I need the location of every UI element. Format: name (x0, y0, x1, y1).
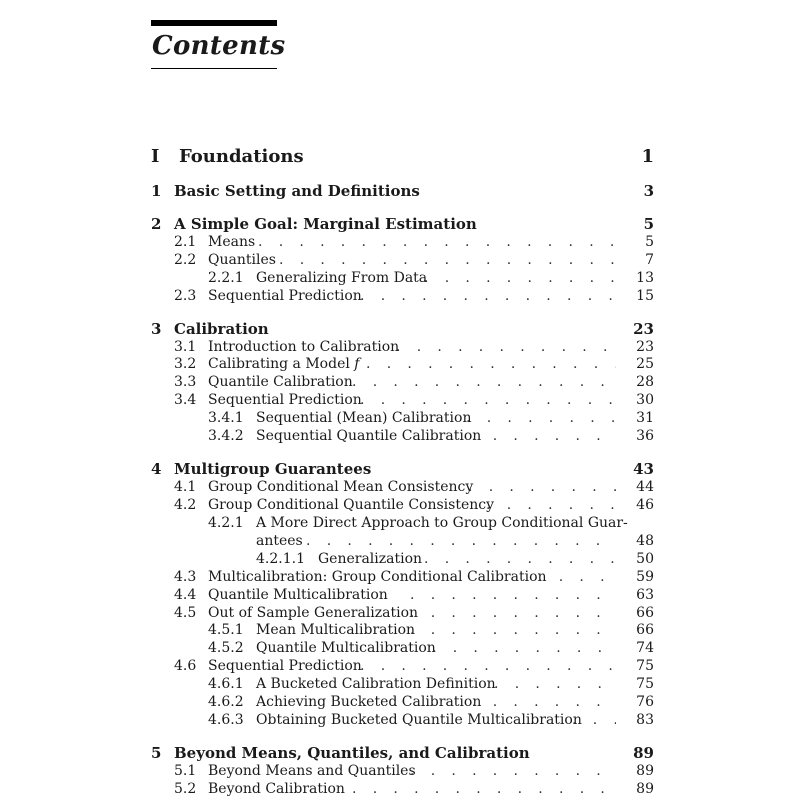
toc-entry-page: 36 (636, 428, 654, 444)
chapter-page: 5 (643, 215, 654, 233)
toc-entry-title: Out of Sample Generalization (208, 605, 419, 621)
leader-dots (472, 428, 616, 444)
toc-entry-page: 66 (636, 605, 654, 621)
leader-dots (410, 587, 616, 603)
leader-dots (472, 694, 616, 710)
toc-entry-page: 31 (636, 410, 654, 426)
chapter-title: Basic Setting and Definitions (174, 182, 420, 200)
part-title: Foundations (179, 146, 304, 167)
leader-dots (360, 392, 616, 408)
leader-dots (410, 605, 616, 621)
toc-entry-page: 75 (636, 658, 654, 674)
toc-entry-title: Introduction to Calibration (208, 339, 400, 355)
chapter-number: 5 (151, 744, 162, 762)
title-top-rule (151, 20, 277, 26)
toc-entry-title: A More Direct Approach to Group Conditional Guar- (256, 515, 628, 531)
chapter-title: Beyond Means, Quantiles, and Calibration (174, 744, 530, 762)
leader-dots (360, 658, 616, 674)
toc-entry-page: 89 (636, 781, 654, 797)
toc-entry-page: 74 (636, 640, 654, 656)
toc-entry-number: 4.5.1 (208, 622, 244, 638)
toc-entry-title-text: Calibrating a Model (208, 356, 350, 372)
toc-entry-title: Generalization (318, 551, 423, 567)
chapter-number: 2 (151, 215, 162, 233)
toc-entry-number: 4.5 (174, 605, 197, 621)
part-number: I (151, 146, 160, 167)
chapter-number: 3 (151, 320, 162, 338)
toc-entry-page: 44 (636, 479, 654, 495)
toc-entry-number: 3.3 (174, 374, 197, 390)
toc-entry-page: 63 (636, 587, 654, 603)
toc-entry-title: A Bucketed Calibration Definition (256, 676, 496, 692)
toc-entry-page: 5 (645, 234, 654, 250)
toc-entry-number: 4.3 (174, 569, 197, 585)
toc-entry-number: 3.1 (174, 339, 197, 355)
part-page: 1 (641, 146, 654, 167)
leader-dots (410, 763, 616, 779)
leader-dots (306, 533, 616, 549)
toc-entry-page: 75 (636, 676, 654, 692)
toc-entry-title: Mean Multicalibration (256, 622, 416, 638)
toc-entry-title: Beyond Means and Quantiles (208, 763, 416, 779)
toc-entry-page: 76 (636, 694, 654, 710)
chapter-title: A Simple Goal: Marginal Estimation (174, 215, 477, 233)
toc-entry-page: 15 (636, 288, 654, 304)
toc-entry-page: 28 (636, 374, 654, 390)
toc-entry-page: 13 (636, 270, 654, 286)
chapter-number: 4 (151, 460, 162, 478)
toc-entry-number: 4.6 (174, 658, 197, 674)
toc-entry-title: Sequential Prediction (208, 288, 362, 304)
toc-entry-title-continued: antees (256, 533, 303, 549)
leader-dots (494, 676, 616, 692)
toc-entry-page: 46 (636, 497, 654, 513)
toc-entry-page: 66 (636, 622, 654, 638)
toc-entry-title: Sequential Quantile Calibration (256, 428, 482, 444)
leader-dots (432, 640, 616, 656)
leader-dots (279, 252, 616, 268)
toc-entry-title: Means (208, 234, 256, 250)
leader-dots (396, 339, 616, 355)
math-symbol: f (354, 356, 360, 372)
leader-dots (352, 781, 616, 797)
toc-entry-title: Quantile Multicalibration (256, 640, 436, 656)
toc-entry-page: 25 (636, 356, 654, 372)
chapter-title: Calibration (174, 320, 269, 338)
toc-entry-number: 3.4.1 (208, 410, 244, 426)
toc-entry-number: 4.4 (174, 587, 197, 603)
toc-entry-title: Group Conditional Mean Consistency (208, 479, 474, 495)
toc-entry-title: Quantile Multicalibration (208, 587, 388, 603)
leader-dots (366, 356, 616, 372)
leader-dots (258, 234, 616, 250)
page-title: Contents (152, 31, 286, 61)
toc-entry-number: 4.5.2 (208, 640, 244, 656)
chapter-number: 1 (151, 182, 162, 200)
toc-entry-number: 2.1 (174, 234, 197, 250)
toc-entry-page: 7 (645, 252, 654, 268)
toc-entry-title: Obtaining Bucketed Quantile Multicalibration (256, 712, 582, 728)
toc-entry-title: Beyond Calibration (208, 781, 345, 797)
toc-entry-number: 4.6.3 (208, 712, 244, 728)
toc-entry-title: Quantiles (208, 252, 276, 268)
toc-entry-number: 4.2 (174, 497, 197, 513)
leader-dots (360, 288, 616, 304)
toc-entry-page: 30 (636, 392, 654, 408)
toc-entry-title: Generalizing From Data (256, 270, 428, 286)
toc-entry-number: 2.2.1 (208, 270, 244, 286)
toc-entry-number: 4.1 (174, 479, 197, 495)
toc-entry-title: Sequential Prediction (208, 658, 362, 674)
chapter-title: Multigroup Guarantees (174, 460, 372, 478)
toc-entry-title: Sequential Prediction (208, 392, 362, 408)
leader-dots (424, 270, 616, 286)
chapter-page: 89 (633, 744, 654, 762)
toc-entry-number: 5.1 (174, 763, 197, 779)
toc-entry-number: 4.6.1 (208, 676, 244, 692)
chapter-page: 43 (633, 460, 654, 478)
toc-entry-number: 5.2 (174, 781, 197, 797)
leader-dots (486, 497, 616, 513)
leader-dots (468, 479, 616, 495)
toc-entry-title: Achieving Bucketed Calibration (256, 694, 482, 710)
toc-entry-title (208, 356, 359, 372)
toc-entry-title: Quantile Calibration (208, 374, 353, 390)
chapter-page: 23 (633, 320, 654, 338)
leader-dots (352, 374, 616, 390)
toc-entry-page: 48 (636, 533, 654, 549)
leader-dots (538, 569, 616, 585)
toc-entry-number: 2.2 (174, 252, 197, 268)
toc-entry-page: 23 (636, 339, 654, 355)
toc-entry-page: 59 (636, 569, 654, 585)
toc-entry-number: 2.3 (174, 288, 197, 304)
toc-entry-number: 4.6.2 (208, 694, 244, 710)
leader-dots (466, 410, 616, 426)
toc-entry-number: 3.2 (174, 356, 197, 372)
toc-entry-title: Sequential (Mean) Calibration (256, 410, 472, 426)
title-bottom-rule (151, 68, 277, 69)
toc-entry-number: 3.4.2 (208, 428, 244, 444)
chapter-page: 3 (643, 182, 654, 200)
leader-dots (424, 551, 616, 567)
toc-entry-page: 89 (636, 763, 654, 779)
toc-entry-title: Group Conditional Quantile Consistency (208, 497, 495, 513)
toc-entry-number: 4.2.1.1 (256, 551, 305, 567)
toc-entry-page: 50 (636, 551, 654, 567)
leader-dots (410, 622, 616, 638)
toc-entry-title: Multicalibration: Group Conditional Calibration (208, 569, 547, 585)
toc-entry-page: 83 (636, 712, 654, 728)
toc-entry-number: 4.2.1 (208, 515, 244, 531)
leader-dots (572, 712, 616, 728)
toc-entry-number: 3.4 (174, 392, 197, 408)
